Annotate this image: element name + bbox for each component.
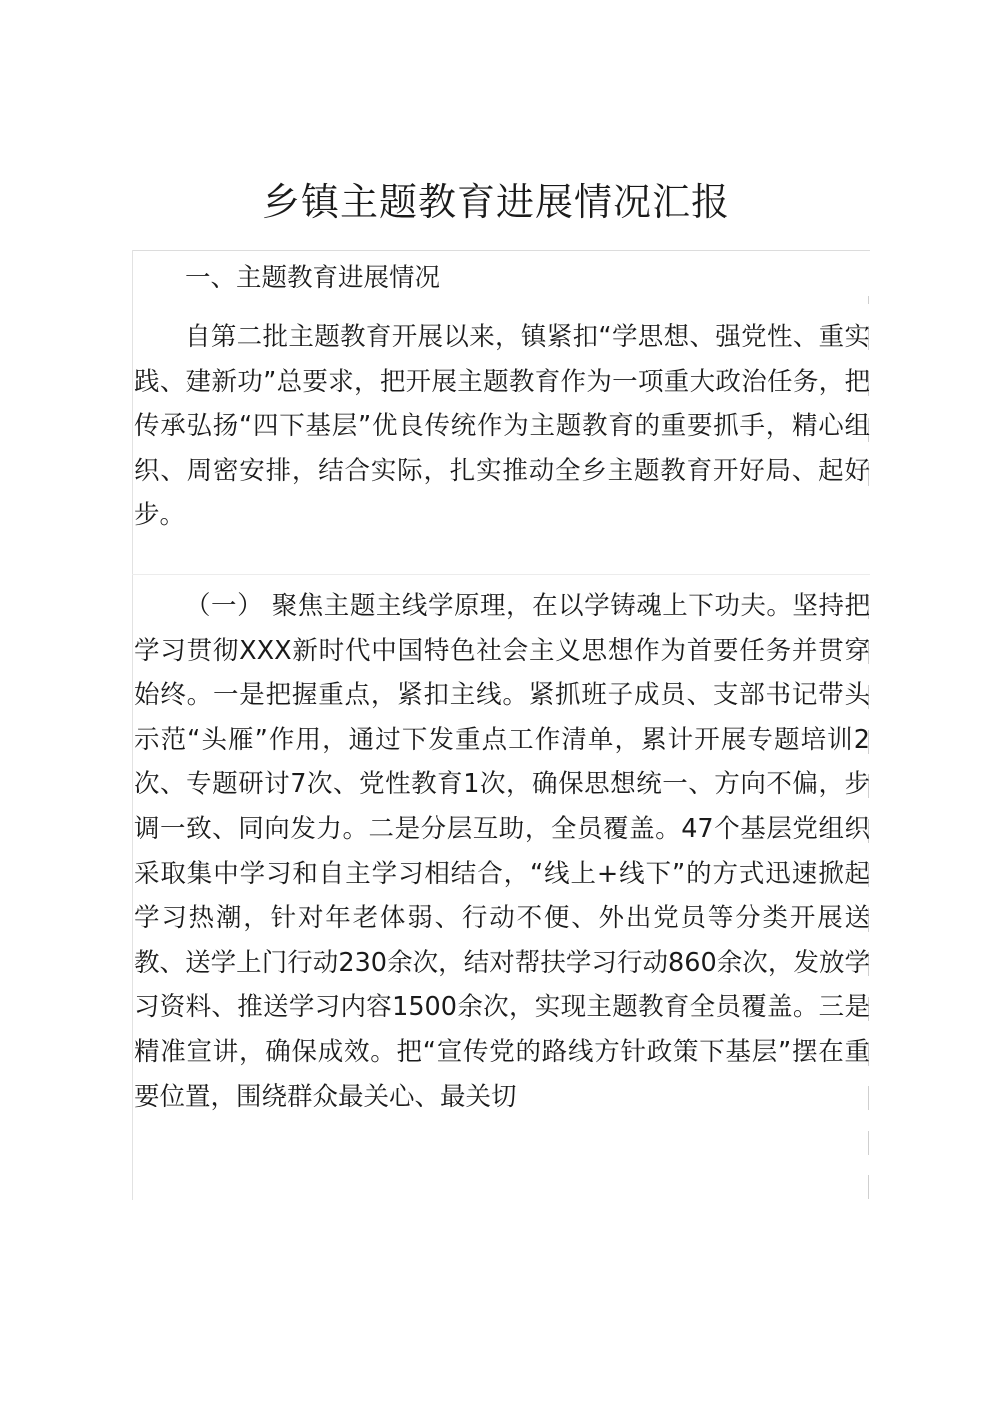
right-margin-marker <box>868 1131 869 1155</box>
document-title: 乡镇主题教育进展情况汇报 <box>261 180 730 224</box>
frame-top-border <box>132 250 870 251</box>
frame-left-border <box>132 250 133 1200</box>
body-paragraph: 自第二批主题教育开展以来，镇紧扣“学思想、强党性、重实践、建新功”总要求，把开展主题教育作为一项重大政治任务，把传承弘扬“四下基层”优良传统作为主题教育的重要抓手，精心组织、周密安排，结合实际，扎实推动全乡主题教育开好局、起好步。 <box>134 322 870 531</box>
right-margin-marker <box>868 1175 869 1199</box>
body-paragraph: （一） 聚焦主题主线学原理，在以学铸魂上下功夫。坚持把学习贯彻XXX新时代中国特色社会主义思想作为首要任务并贯穿始终。一是把握重点，紧扣主线。紧抓班子成员、支部书记带头示范“头雁”作用，通过下发重点工作清单，累计开展专题培训2次、专题研讨7次、党性教育1次，确保思想统一、方向不偏，步调一致、同向发力。二是分层互助，全员覆盖。47个基层党组织采取集中学习和自主学习相结合，“线上+线下”的方式迅速掀起学习热潮，针对年老体弱、行动不便、外出党员等分类开展送教、送学上门行动230余次，结对帮扶学习行动860余次，发放学习资料、推送学习内容1500余次，实现主题教育全员覆盖。三是精准宣讲，确保成效。把“宣传党的路线方针政策下基层”摆在重要位置，围绕群众最关心、最关切 <box>134 591 870 1112</box>
paragraph-separator <box>132 574 870 575</box>
section-heading: 一、主题教育进展情况 <box>185 263 441 293</box>
